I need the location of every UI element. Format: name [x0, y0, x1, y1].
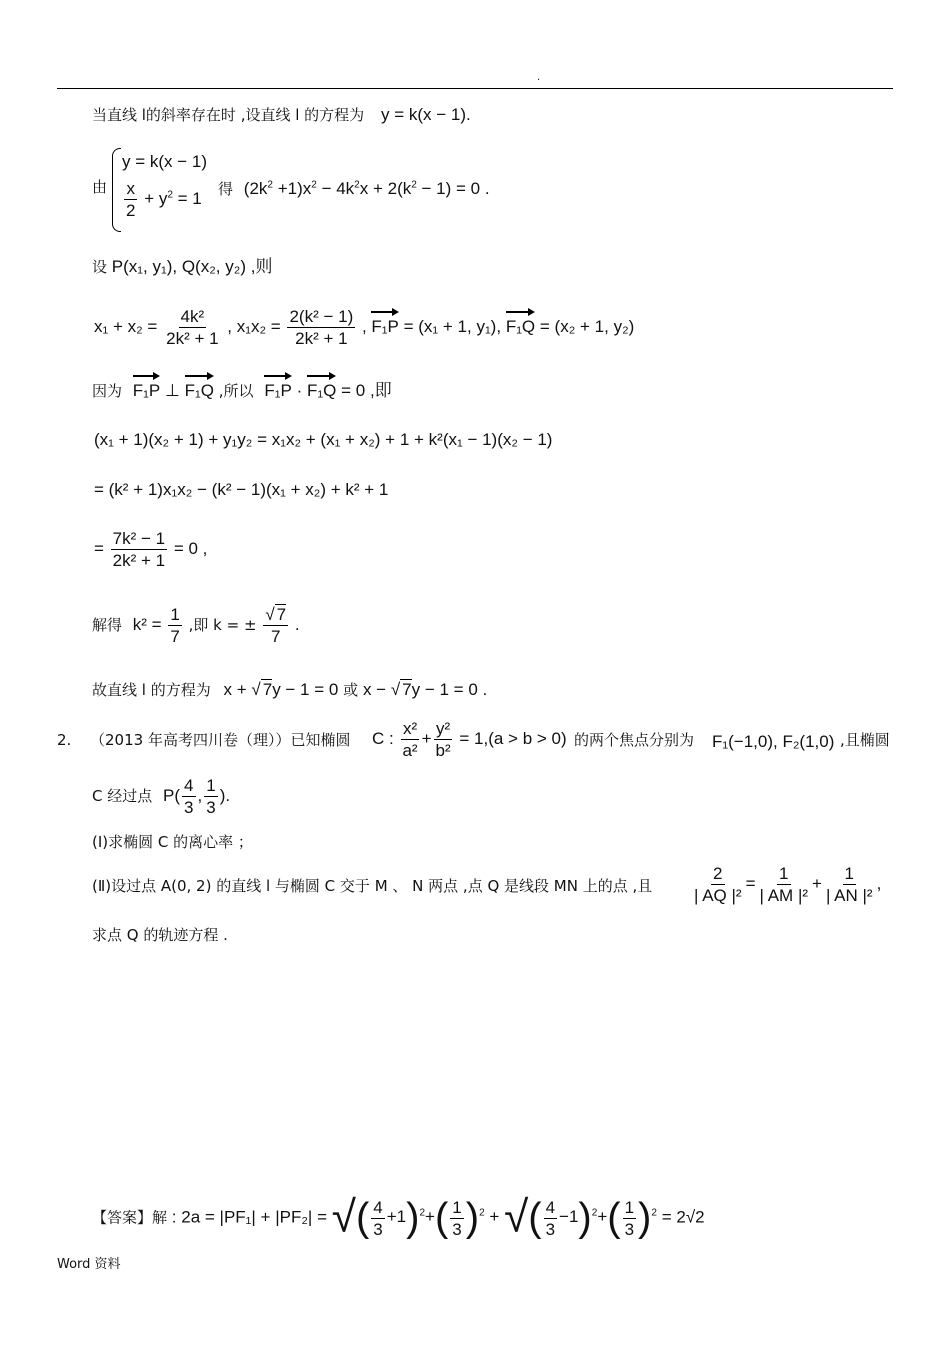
- q2-f2d: | AM |²: [759, 886, 809, 905]
- dot-vec-2: F₁Q: [307, 381, 337, 400]
- res-b: +1)x: [277, 179, 312, 198]
- q2-pn1: 4: [184, 776, 194, 795]
- because-text: 因为: [92, 382, 123, 400]
- vieta-line: x₁ + x₂ = $\frac{\text{4k²}}{\text{2k² + 1}}$ , x₁x₂ = $\frac{\text{2(k² − 1)}}{\text{2k² + 1}}$ , F₁P = (x₁ + 1, y₁), F₁Q = (x₂ + 1, y₂): [94, 307, 635, 348]
- hence-eq2b: y − 1 = 0 .: [411, 680, 488, 699]
- system-row-2: $\frac{x}{2}$ + $y^2 = 1$: [126, 179, 202, 220]
- q2-number: 2.: [57, 731, 72, 749]
- footer-text: Word 资料: [57, 1257, 121, 1272]
- q2-part2-text: (Ⅱ)设过点 A(0, 2) 的直线 l 与椭圆 C 交于 M 、 N 两点 ,点 Q 是线段 MN 上的点 ,且: [92, 877, 653, 895]
- q2-x2: x²: [402, 719, 418, 738]
- hence-eq1b: y − 1 = 0: [272, 680, 339, 699]
- perp-vec-2: F₁Q: [184, 381, 214, 400]
- answer-rhs: = 2√2: [661, 1207, 705, 1227]
- solve-text: 解得: [92, 616, 123, 634]
- perp-vec-1: F₁P: [132, 381, 161, 400]
- system-result: 得 $(2k^2 +1)x^2 - 4k^2x + 2(k^2 - 1) = 0$ .: [218, 179, 490, 198]
- q2-p: P(: [163, 786, 181, 805]
- q2-pn2: 1: [206, 776, 216, 795]
- q2-f1d: | AQ |²: [694, 886, 742, 905]
- vector-f1q-val: = (x₂ + 1, y₂): [539, 316, 635, 336]
- expansion-line-1: (x₁ + 1)(x₂ + 1) + y₁y₂ = x₁x₂ + (x₁ + x₂) + 1 + k²(x₁ − 1)(x₂ − 1): [94, 430, 553, 449]
- q2-foci-text: 的两个焦点分别为: [574, 731, 695, 749]
- q2-point-line: C 经过点 P( $\frac{4}{3}$ , $\frac{1}{3}$ ).: [92, 776, 231, 817]
- hence-text: 故直线 l 的方程为: [92, 681, 211, 699]
- ans-n4: 1: [624, 1197, 635, 1217]
- sys-den: 2: [126, 201, 136, 220]
- slope-text: 当直线 l的斜率存在时 ,设直线 l 的方程为: [92, 106, 365, 124]
- hence-sqrt-2: 7: [402, 680, 412, 699]
- vieta-prod: , x₁x₂ =: [227, 316, 281, 336]
- q2-f1n: 2: [713, 864, 723, 883]
- set-points-line: [92, 258, 272, 275]
- solve-mid: ,即 k = ±: [188, 616, 257, 634]
- so-text: ,所以: [218, 382, 254, 400]
- answer-line: 【答案】解 : 2a = |PF₁| + |PF₂| = √( $\frac{4}{3}$ +1)$^2$+( $\frac{1}{3}$ )$^2$ + √( $\frac{4}{3}$ −1)$^2$+( $\frac{1}{3}$ )$^2$ = 2√2: [92, 1193, 705, 1242]
- solve-num2: 7: [276, 605, 287, 624]
- q2-y2: y²: [436, 719, 451, 738]
- sys-num: x: [126, 179, 135, 198]
- solve-line: 解得 k² = $\frac{1}{7}$ ,即 k = ± $\frac{√ 7}{7}$ .: [92, 605, 300, 646]
- ans-n3: 4: [545, 1197, 556, 1217]
- perp-symbol: ⊥: [165, 381, 180, 400]
- hence-eq2: x −: [362, 680, 391, 699]
- q2-pd2: 3: [206, 798, 216, 817]
- q2-part2end: ,: [876, 873, 882, 893]
- q2-and: ,且椭圆: [840, 731, 890, 749]
- vector-f1q: F₁Q: [505, 316, 536, 336]
- q2-source: （2013 年高考四川卷（理））已知椭圆: [90, 731, 351, 749]
- vieta-sum-num: 4k²: [180, 307, 205, 326]
- zero-text: = 0 ,即: [341, 381, 392, 400]
- q2-b2: b²: [435, 741, 451, 760]
- res-a: (2k: [243, 179, 268, 198]
- solve-k2: k² =: [132, 615, 162, 634]
- ans-d4: 3: [624, 1219, 635, 1239]
- solve-den2: 7: [271, 627, 281, 646]
- ans-d3: 3: [545, 1219, 556, 1239]
- set-text: 设: [92, 258, 108, 276]
- q2-a2: a²: [402, 741, 418, 760]
- system-you: 由: [92, 178, 108, 196]
- vieta-prod-num: 2(k² − 1): [289, 307, 354, 326]
- perp-line: [92, 382, 392, 399]
- q2-pd1: 3: [184, 798, 194, 817]
- exp3-den: 2k² + 1: [112, 551, 166, 570]
- sys-eq: = 1: [177, 188, 202, 208]
- q2-foci: F₁(−1,0), F₂(1,0): [712, 732, 835, 751]
- q2-line2a: C 经过点: [92, 787, 153, 805]
- header-dot: .: [537, 72, 541, 83]
- sys-rest: + y: [144, 188, 168, 208]
- vector-f1p: F₁P: [371, 316, 399, 336]
- answer-label: 【答案】解: [92, 1208, 168, 1227]
- solve-den: 7: [170, 627, 180, 646]
- vector-f1p-val: = (x₁ + 1, y₁),: [403, 316, 502, 336]
- q2-f2n: 1: [779, 864, 789, 883]
- de-text: 得: [218, 180, 234, 198]
- system-row-1: y = k(x − 1): [122, 152, 208, 171]
- q2-f3d: | AN |²: [825, 886, 873, 905]
- q2-part2-eq: $\frac{2}{\text{| AQ |²}}$ = $\frac{1}{\text{| AM |²}}$ + $\frac{1}{\text{| AN |²}}$ ,: [694, 864, 882, 905]
- system-brace: [112, 148, 121, 232]
- expansion-line-3: = $\frac{\text{7k² − 1}}{\text{2k² + 1}}$ = 0 ,: [94, 529, 208, 570]
- hence-line: 故直线 l 的方程为 x + √ 7y − 1 = 0 或 x − √ 7y − 1 = 0 .: [92, 680, 488, 699]
- vieta-sum-den: 2k² + 1: [166, 329, 219, 348]
- q2-f3n: 1: [844, 864, 855, 883]
- set-eq: P(x₁, y₁), Q(x₂, y₂) ,则: [111, 257, 273, 276]
- q2-ellipse: C : $\frac{\text{x²}}{\text{a²}}$ + $\frac{\text{y²}}{\text{b²}}$ = 1,(a > b > 0): [372, 719, 567, 760]
- ans-n1: 4: [373, 1197, 383, 1217]
- q2-cond: = 1,(a > b > 0): [459, 728, 567, 748]
- exp3-num: 7k² − 1: [112, 529, 166, 548]
- text-line-slope: [92, 106, 471, 123]
- expansion-line-2: = (k² + 1)x₁x₂ − (k² − 1)(x₁ + x₂) + k² + 1: [94, 480, 389, 499]
- res-e: − 1) = 0 .: [421, 179, 490, 198]
- solve-num: 1: [170, 605, 180, 624]
- ans-d2: 3: [452, 1219, 462, 1239]
- vieta-prod-den: 2k² + 1: [295, 329, 348, 348]
- hence-or: 或: [343, 681, 359, 699]
- q2-part1: (Ⅰ)求椭圆 C 的离心率 ；: [92, 833, 253, 851]
- dot-vec-1: F₁P: [264, 381, 292, 400]
- q2-part2-b: 求点 Q 的轨迹方程 .: [92, 926, 228, 944]
- q2-line2end: ).: [219, 786, 231, 805]
- vieta-sum: x₁ + x₂ =: [94, 316, 158, 336]
- q2-c-label: C :: [372, 728, 394, 748]
- header-rule: [57, 88, 893, 89]
- hence-sqrt-1: 7: [262, 680, 273, 699]
- res-c: − 4k: [321, 179, 355, 198]
- dot-symbol: ·: [296, 381, 303, 400]
- ans-d1: 3: [373, 1219, 383, 1239]
- exp3-rest: = 0 ,: [173, 538, 208, 558]
- answer-lhs: : 2a = |PF₁| + |PF₂| =: [171, 1207, 327, 1227]
- res-d: x + 2(k: [359, 179, 412, 198]
- slope-equation: y = k(x − 1).: [380, 105, 471, 124]
- ans-n2: 1: [452, 1197, 462, 1217]
- hence-eq1: x +: [223, 680, 252, 699]
